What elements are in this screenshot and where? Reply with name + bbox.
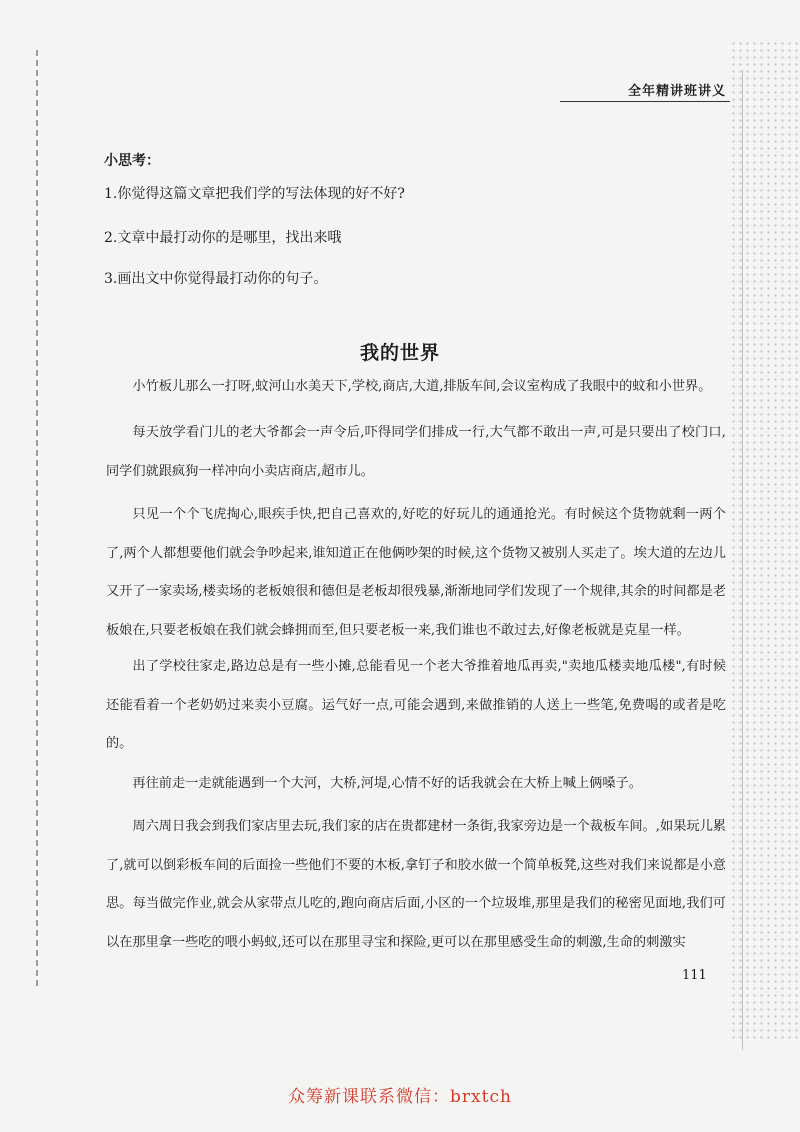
scan-edge-left <box>36 50 38 990</box>
page-number: 111 <box>682 968 707 983</box>
think-question-3: 3.画出文中你觉得最打动你的句子。 <box>104 271 328 287</box>
think-question-2: 2.文章中最打动你的是哪里，找出来哦 <box>104 230 342 246</box>
article-paragraph-3: 只见一个个飞虎掏心,眼疾手快,把自己喜欢的,好吃的好玩儿的通通抢光。有时候这个货物就剩一两个了,两个人都想要他们就会争吵起来,谁知道正在他俩吵架的时候,这个货物又被别人买走了。埃大道的左边儿又开了一家卖场,楼卖场的老板娘很和德但是老板却很残暴,渐渐地同学们发现了一个规律,其余的时间都是老板娘在,只要老板娘在我们就会蜂拥而至,但只要老板一来,我们谁也不敢过去,好像老板就是克星一样。 <box>106 507 726 638</box>
article-paragraph-2: 每天放学看门儿的老大爷都会一声令后,吓得同学们排成一行,大气都不敢出一声,可是只要出了校门口,同学们就跟疯狗一样冲向小卖店商店,超市儿。 <box>106 425 726 479</box>
article-paragraph-5: 再往前走一走就能遇到一个大河，大桥,河堤,心情不好的话我就会在大桥上喊上俩嗓子。 <box>132 776 642 791</box>
scan-dot-pattern <box>730 40 800 1040</box>
header-underline <box>560 101 730 102</box>
article-paragraph-1: 小竹板儿那么一打呀,蚊河山水美天下,学校,商店,大道,排版车间,会议室构成了我眼中的蚊和小世界。 <box>132 379 712 394</box>
article-paragraph-6: 周六周日我会到我们家店里去玩,我们家的店在贵都建材一条街,我家旁边是一个裁板车间。,如果玩儿累了,就可以倒彩板车间的后面捡一些他们不要的木板,拿钉子和胶水做一个简单板凳,这些对我们来说都是小意思。每当做完作业,就会从家带点儿吃的,跑向商店后面,小区的一个垃圾堆,那里是我们的秘密见面地,我们可以在那里拿一些吃的喂小蚂蚁,还可以在那里寻宝和探险,更可以在那里感受生命的刺激,生命的刺激实 <box>106 819 726 950</box>
header-title: 全年精讲班讲义 <box>627 84 726 99</box>
think-question-1: 1.你觉得这篇文章把我们学的写法体现的好不好? <box>104 186 405 202</box>
article-title: 我的世界 <box>359 342 440 364</box>
watermark-text: 众筹新课联系微信：brxtch <box>288 1087 512 1107</box>
think-section-title: 小思考： <box>104 153 160 169</box>
margin-rule <box>742 70 743 1050</box>
article-paragraph-4: 出了学校往家走,路边总是有一些小摊,总能看见一个老大爷推着地瓜再卖,"卖地瓜楼卖地瓜楼",有时候还能看着一个老奶奶过来卖小豆腐。运气好一点,可能会遇到,来做推销的人送上一些笔,免费喝的或者是吃的。 <box>106 659 726 751</box>
